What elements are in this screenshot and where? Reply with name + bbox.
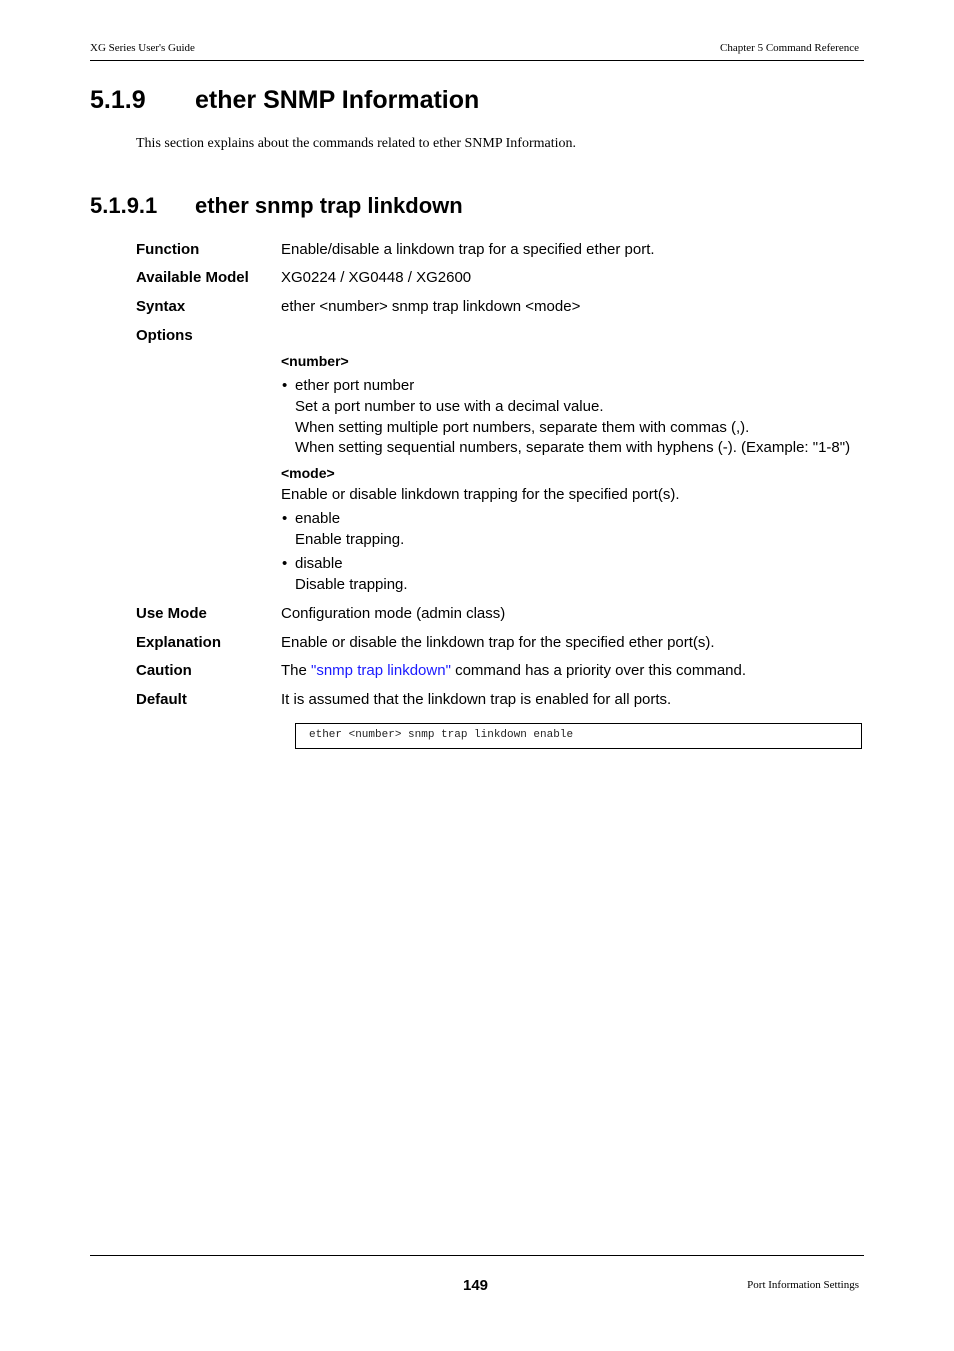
header-rule (90, 60, 864, 61)
available-model-label: Available Model (136, 269, 249, 286)
mode-item-enable-desc: Enable trapping. (295, 531, 405, 548)
subsection-number: 5.1.9.1 (90, 193, 158, 218)
syntax-value: ether <number> snmp trap linkdown <mode> (281, 298, 581, 315)
number-option-desc-2: When setting multiple port numbers, separate them with commas (,). (295, 419, 750, 436)
caution-suffix: command has a priority over this command. (450, 662, 747, 679)
caution-value (281, 662, 746, 679)
section-title: ether SNMP Information (195, 86, 480, 114)
page-number: 149 (463, 1277, 489, 1294)
section-heading (90, 86, 479, 115)
mode-item-disable-desc: Disable trapping. (295, 576, 408, 593)
number-option-heading: <number> (281, 353, 349, 369)
syntax-label: Syntax (136, 298, 186, 315)
default-code-box (295, 723, 862, 749)
use-mode-label: Use Mode (136, 605, 207, 622)
section-number: 5.1.9 (90, 86, 146, 114)
mode-item-enable: enable (295, 510, 341, 527)
mode-item-disable: disable (295, 555, 343, 572)
bullet-icon: • (282, 555, 288, 572)
number-option-desc-1: Set a port number to use with a decimal value. (295, 398, 604, 415)
default-label: Default (136, 691, 187, 708)
use-mode-value: Configuration mode (admin class) (281, 605, 506, 622)
function-label: Function (136, 241, 200, 258)
explanation-value: Enable or disable the linkdown trap for the specified ether port(s). (281, 634, 715, 651)
running-footer-right: Port Information Settings (747, 1279, 859, 1291)
footer-rule (90, 1255, 864, 1256)
snmp-trap-linkdown-link[interactable]: "snmp trap linkdown" (311, 662, 451, 679)
running-header-right: Chapter 5 Command Reference (720, 42, 859, 54)
mode-option-desc: Enable or disable linkdown trapping for the specified port(s). (281, 486, 680, 503)
options-label: Options (136, 327, 193, 344)
default-value: It is assumed that the linkdown trap is enabled for all ports. (281, 691, 672, 708)
bullet-icon: • (282, 510, 288, 527)
section-intro: This section explains about the commands related to ether SNMP Information. (136, 136, 576, 151)
function-value: Enable/disable a linkdown trap for a specified ether port. (281, 241, 655, 258)
number-option-item: ether port number (295, 377, 415, 394)
subsection-title: ether snmp trap linkdown (195, 193, 463, 218)
caution-label: Caution (136, 662, 192, 679)
default-code: ether <number> snmp trap linkdown enable (309, 729, 574, 741)
explanation-label: Explanation (136, 634, 222, 651)
running-header-left: XG Series User's Guide (90, 42, 195, 54)
caution-prefix: The (281, 662, 312, 679)
available-model-value: XG0224 / XG0448 / XG2600 (281, 269, 472, 286)
mode-option-heading: <mode> (281, 465, 335, 481)
number-option-desc-3: When setting sequential numbers, separate them with hyphens (-). (Example: "1-8") (295, 439, 851, 456)
bullet-icon: • (282, 377, 288, 394)
subsection-heading (90, 193, 463, 219)
